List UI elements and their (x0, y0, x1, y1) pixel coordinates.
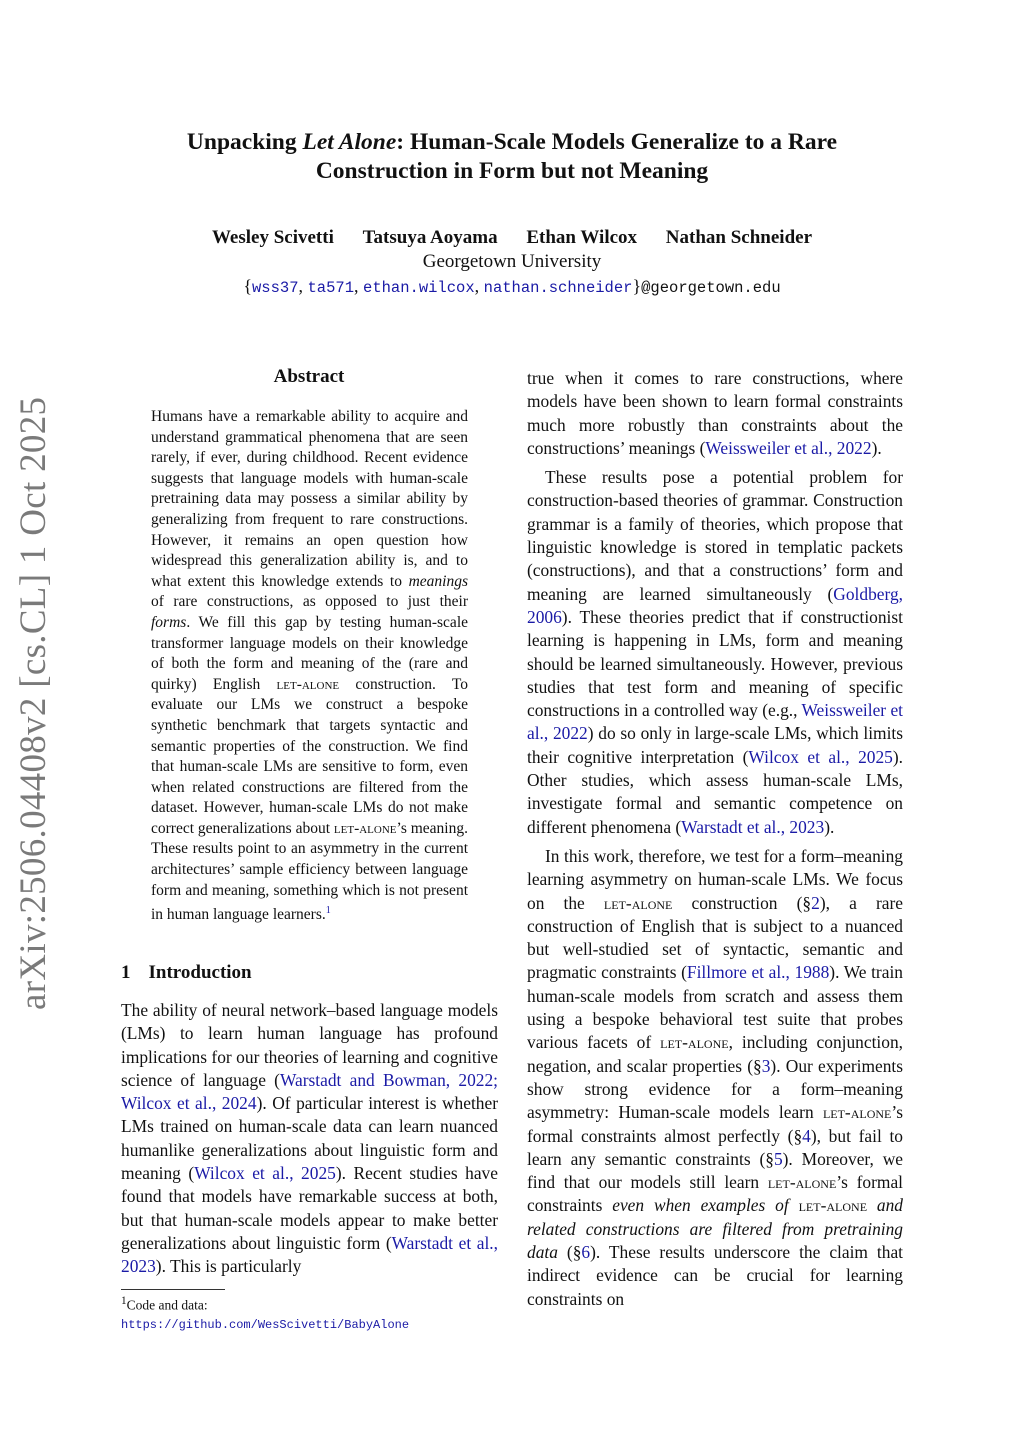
section-ref-link[interactable]: 4 (802, 1125, 811, 1146)
intro-paragraph: The ability of neural network–based language models (LMs) to learn human language has profound implications for our theories of learning and cognitive science of language (Warstadt and Bowman, 2022; Wilcox et al., 2024). Of particular interest is whether LMs trained on human-scale data can learn nuanced humanlike generalizations about linguistic form and meaning (Wilcox et al., 2025). Recent studies have found that models have remarkable success at both, but that human-scale models appear to make better generalizations about linguistic form (Warstadt et al., 2023). This is particularly (121, 1000, 498, 1277)
abstract-heading: Abstract (273, 366, 345, 387)
section-heading: 1 Introduction (121, 962, 252, 983)
email-link[interactable]: nathan.schneider (483, 279, 633, 297)
section-ref-link[interactable]: 3 (761, 1055, 771, 1076)
author-list (100, 226, 924, 250)
section-ref-link[interactable]: 6 (581, 1241, 591, 1262)
author-name: Nathan Schneider (665, 227, 813, 248)
abstract-body: Humans have a remarkable ability to acquire and understand grammatical phenomena that are seen rarely, if ever, during childhood. Recent evidence suggests that language models with human-scale pretraining data may possess a similar ability by generalizing from frequent to rare constructions. However, it remains an open question how widespread this generalization ability is, and to what extent this knowledge extends to meanings of rare constructions, as opposed to just their forms. We fill this gap by testing human-scale transformer language models on their knowledge of both the form and meaning of the (rare and quirky) English let-alone construction. To evaluate our LMs we construct a bespoke synthetic benchmark that targets syntactic and semantic properties of the construction. We find that human-scale LMs are sensitive to form, even when related constructions are filtered from the dataset. However, human-scale LMs do not make correct generalizations about let-alone’s meaning. These results point to an asymmetry in the current architectures’ sample efficiency between language form and meaning, something which is not present in human language learners.$^1$ (151, 408, 469, 924)
section-ref-link[interactable]: 2 (811, 892, 820, 913)
citation-link[interactable]: Weissweiler et al., 2022 (527, 700, 903, 744)
author-name: Tatsuya Aoyama (362, 227, 498, 248)
citation-link[interactable]: Warstadt and Bowman, 2022; Wilcox et al., 2024 (121, 1069, 498, 1114)
citation-link[interactable]: Wilcox et al., 2025 (194, 1163, 336, 1184)
affiliation: Georgetown University (422, 251, 602, 272)
footnote: $^1$Code and data: https://github.com/WesScivetti/BabyAlone (121, 1295, 410, 1332)
code-url-link[interactable]: https://github.com/WesScivetti/BabyAlone (121, 1317, 410, 1332)
email-link[interactable]: ta571 (307, 279, 355, 297)
section-ref-link[interactable]: 5 (773, 1148, 783, 1169)
author-name: Ethan Wilcox (526, 227, 638, 248)
email-link[interactable]: wss37 (251, 279, 299, 297)
arxiv-stamp: arXiv:2506.04408v2 [cs.CL] 1 Oct 2025 (13, 396, 54, 1010)
paragraph: true when it comes to rare constructions, where models have been shown to learn formal constraints much more robustly than constraints about the constructions’ meanings (Weissweiler et al., 2022). (527, 368, 903, 458)
footnote-rule (121, 1289, 225, 1290)
citation-link[interactable]: Weissweiler et al., 2022 (705, 437, 872, 458)
paragraph: These results pose a potential problem for construction-based theories of grammar. Construction grammar is a family of theories, which propose that linguistic knowledge is stored in templatic packets (constructions), and that a constructions’ form and meaning are learned simultaneously (Goldberg, 2006). These theories predict that if constructionist learning is happening in LMs, form and meaning should be learned simultaneously. However, previous studies that test form and meaning of specific constructions in a controlled way (e.g., Weissweiler et al., 2022) do so only in large-scale LMs, which limits their cognitive interpretation (Wilcox et al., 2025). Other studies, which assess human-scale LMs, investigate formal and semantic competence on different phenomena (Warstadt et al., 2023). (527, 467, 904, 837)
citation-link[interactable]: Wilcox et al., 2025 (748, 746, 893, 767)
intro-continued (527, 367, 903, 1311)
email-link[interactable]: ethan.wilcox (363, 279, 475, 297)
citation-link[interactable]: Warstadt et al., 2023 (121, 1232, 498, 1277)
footnote-marker[interactable]: 1 (325, 905, 331, 917)
paragraph: In this work, therefore, we test for a form–meaning learning asymmetry on human-scale LMs. We focus on the let-alone construction (§2), a rare construction of English that is subject to a nuanced but well-studied set of syntactic, semantic and pragmatic constraints (Fillmore et al., 1988). We train human-scale models from scratch and assess them using a bespoke behavioral test suite that probes various facets of let-alone, including conjunction, negation, and scalar properties (§3). Our experiments show strong evidence for a form–meaning asymmetry: Human-scale models learn let-alone’s formal constraints almost perfectly (§4), but fail to learn any semantic constraints (§5). Moreover, we find that our models still learn let-alone’s formal constraints even when examples of let-alone and related constructions are filtered from pretraining data (§6). These results underscore the claim that indirect evidence can be crucial for learning constraints on (527, 845, 904, 1309)
citation-link[interactable]: Fillmore et al., 1988 (686, 962, 830, 983)
paper-title: Unpacking Let Alone: Human-Scale Models Generalize to a Rare Construction in Form but not Meaning (186, 129, 838, 184)
citation-link[interactable]: Goldberg, 2006 (527, 583, 903, 627)
citation-link[interactable]: Warstadt et al., 2023 (681, 816, 825, 837)
author-name: Wesley Scivetti (211, 227, 334, 248)
email-addresses: {wss37, ta571, ethan.wilcox, nathan.schneider}@georgetown.edu (243, 276, 781, 297)
